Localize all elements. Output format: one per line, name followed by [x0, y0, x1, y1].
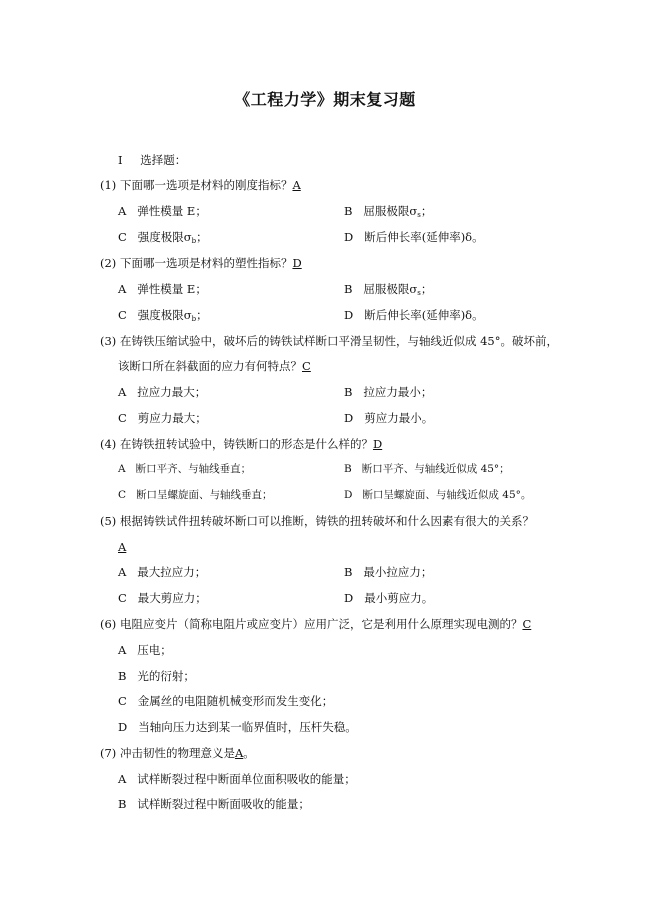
option: B 断口平齐、与轴线近似成 45°；	[344, 463, 510, 475]
option: D 断后伸长率(延伸率)δ。	[344, 308, 484, 322]
answer: C	[302, 359, 311, 373]
answer: A	[118, 540, 127, 554]
question-number: (4)	[100, 437, 117, 451]
option: D 断口呈螺旋面、与轴线近似成 45°。	[344, 489, 532, 501]
question-7: (7) 冲击韧性的物理意义是A。	[100, 746, 255, 760]
page-title: 《工程力学》期末复习题	[234, 90, 416, 109]
question-text: 在铸铁压缩试验中，破坏后的铸铁试样断口平滑呈韧性，与轴线近似成 45°。破坏前，	[119, 334, 558, 348]
option: A 最大拉应力；	[118, 565, 207, 579]
question-3-continued	[118, 359, 311, 373]
option: A 压电；	[118, 643, 172, 657]
answer: D	[292, 256, 302, 270]
answer: D	[372, 437, 383, 451]
question-5	[100, 514, 534, 528]
answer: A	[292, 178, 301, 192]
option: D 当轴向压力达到某一临界值时，压杆失稳。	[118, 720, 357, 734]
question-number: (3)	[100, 334, 117, 348]
option: A 断口平齐、与轴线垂直；	[118, 463, 252, 475]
question-1	[100, 178, 301, 192]
question-text: 下面哪一选项是材料的塑性指标？	[119, 256, 293, 270]
question-text: 电阻应变片（简称电阻片或应变片）应用广泛，它是利用什么原理实现电测的？	[119, 617, 523, 631]
question-text: 在铸铁扭转试验中，铸铁断口的形态是什么样的？	[119, 437, 373, 451]
option: D 剪应力最小。	[344, 411, 434, 425]
option: C 强度极限$\sigma_b$；	[118, 230, 208, 245]
question-4	[100, 437, 382, 451]
option: D 最小剪应力。	[344, 591, 434, 605]
option: C 金属丝的电阻随机械变形而发生变化；	[118, 694, 334, 708]
option: A 弹性模量 E；	[118, 282, 207, 296]
option: C 剪应力最大；	[118, 411, 207, 425]
question-5-answer	[118, 540, 126, 554]
question-text: 下面哪一选项是材料的刚度指标？	[119, 178, 293, 192]
section-label: 选择题：	[140, 153, 187, 167]
question-6	[100, 617, 531, 631]
question-text: 冲击韧性的物理意义是	[119, 746, 235, 760]
option: C 断口呈螺旋面、与轴线垂直；	[118, 489, 273, 501]
option: A 弹性模量 E；	[118, 204, 207, 218]
question-number: (6)	[100, 617, 117, 631]
answer: A	[234, 746, 244, 760]
question-number: (5)	[100, 514, 117, 528]
option: A 拉应力最大；	[118, 385, 207, 399]
option: D 断后伸长率(延伸率)δ。	[344, 230, 484, 244]
section-heading	[118, 153, 186, 167]
question-number: (7)	[100, 746, 117, 760]
option: B 屈服极限$\sigma_s$；	[344, 282, 433, 297]
question-3	[100, 334, 558, 348]
question-text: 该断口所在斜截面的应力有何特点？	[118, 359, 302, 373]
question-2	[100, 256, 302, 270]
option: A 试样断裂过程中断面单位面积吸收的能量；	[118, 772, 356, 786]
question-number: (1)	[100, 178, 117, 192]
question-text: 根据铸铁试件扭转破坏断口可以推断，铸铁的扭转破坏和什么因素有很大的关系？	[119, 514, 534, 528]
section-number: I	[118, 153, 123, 167]
answer: C	[522, 617, 532, 631]
option: B 屈服极限$\sigma_s$；	[344, 204, 433, 219]
option: B 光的衍射；	[118, 669, 195, 683]
option: B 拉应力最小；	[344, 385, 433, 399]
option: C 最大剪应力；	[118, 591, 207, 605]
option: B 试样断裂过程中断面吸收的能量；	[118, 797, 310, 811]
question-number: (2)	[100, 256, 117, 270]
option: B 最小拉应力；	[344, 565, 433, 579]
option: C 强度极限$\sigma_b$；	[118, 308, 208, 323]
